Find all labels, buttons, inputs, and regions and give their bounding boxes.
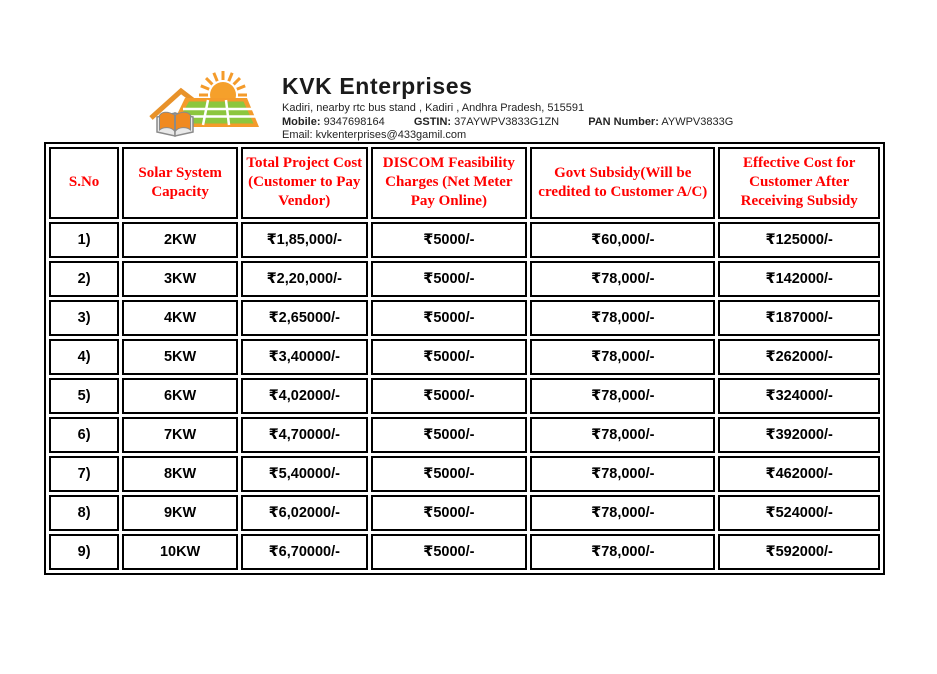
table-cell: ₹78,000/- <box>530 417 715 453</box>
table-row <box>49 222 880 258</box>
table-cell: ₹524000/- <box>718 495 880 531</box>
table-cell: ₹392000/- <box>718 417 880 453</box>
table-cell: 5KW <box>122 339 238 375</box>
table-cell: ₹5000/- <box>371 261 528 297</box>
table-cell: ₹78,000/- <box>530 495 715 531</box>
table-cell: 3) <box>49 300 119 336</box>
price-table <box>44 142 885 575</box>
company-name: KVK Enterprises <box>282 73 473 99</box>
table-cell: ₹78,000/- <box>530 300 715 336</box>
table-cell: ₹5000/- <box>371 222 528 258</box>
table-body <box>49 222 880 570</box>
table-cell: ₹5000/- <box>371 339 528 375</box>
table-cell: 6) <box>49 417 119 453</box>
table-row <box>49 417 880 453</box>
table-cell: ₹6,02000/- <box>241 495 367 531</box>
table-cell: ₹2,20,000/- <box>241 261 367 297</box>
table-cell: 4) <box>49 339 119 375</box>
company-meta-line <box>282 116 733 128</box>
table-cell: 5) <box>49 378 119 414</box>
table-cell: ₹462000/- <box>718 456 880 492</box>
gstin-value: 37AYWPV3833G1ZN <box>454 116 560 129</box>
table-row <box>49 339 880 375</box>
table-cell: 6KW <box>122 378 238 414</box>
table-cell: 7) <box>49 456 119 492</box>
table-row <box>49 300 880 336</box>
pan-value: AYWPV3833G <box>661 116 734 129</box>
table-cell: ₹78,000/- <box>530 378 715 414</box>
table-row <box>49 378 880 414</box>
email-label: Email: <box>282 129 313 142</box>
table-cell: ₹1,85,000/- <box>241 222 367 258</box>
table-cell: ₹324000/- <box>718 378 880 414</box>
table-cell: ₹78,000/- <box>530 456 715 492</box>
col-header-effective-cost: Effective Cost for Customer After Receiving Subsidy <box>718 147 880 219</box>
table-cell: 4KW <box>122 300 238 336</box>
table-cell: 2KW <box>122 222 238 258</box>
pan-field <box>588 116 733 128</box>
table-cell: 1) <box>49 222 119 258</box>
col-header-total-cost: Total Project Cost (Customer to Pay Vendor) <box>241 147 367 219</box>
table-cell: 8) <box>49 495 119 531</box>
table-cell: ₹2,65000/- <box>241 300 367 336</box>
table-cell: 7KW <box>122 417 238 453</box>
table-cell: ₹5000/- <box>371 456 528 492</box>
table-cell: 8KW <box>122 456 238 492</box>
table-cell: ₹125000/- <box>718 222 880 258</box>
table-cell: ₹142000/- <box>718 261 880 297</box>
table-header <box>49 147 880 219</box>
table-cell: ₹4,02000/- <box>241 378 367 414</box>
table-cell: 9KW <box>122 495 238 531</box>
table-cell: 2) <box>49 261 119 297</box>
letterhead <box>145 70 733 142</box>
table-cell: ₹5000/- <box>371 534 528 570</box>
table-cell: ₹592000/- <box>718 534 880 570</box>
col-header-sno: S.No <box>49 147 119 219</box>
table-row <box>49 534 880 570</box>
table-cell: ₹60,000/- <box>530 222 715 258</box>
table-cell: 10KW <box>122 534 238 570</box>
table-cell: ₹5000/- <box>371 300 528 336</box>
mobile-field <box>282 116 385 128</box>
col-header-govt-subsidy: Govt Subsidy(Will be credited to Customer A/C) <box>530 147 715 219</box>
table-cell: 9) <box>49 534 119 570</box>
table-cell: ₹3,40000/- <box>241 339 367 375</box>
table-cell: ₹187000/- <box>718 300 880 336</box>
table-cell: ₹4,70000/- <box>241 417 367 453</box>
mobile-value: 9347698164 <box>323 116 385 129</box>
table-row <box>49 456 880 492</box>
gstin-field <box>414 116 559 128</box>
col-header-capacity: Solar System Capacity <box>122 147 238 219</box>
table-cell: ₹6,70000/- <box>241 534 367 570</box>
table-row <box>49 261 880 297</box>
table-cell: ₹78,000/- <box>530 261 715 297</box>
company-address: Kadiri, nearby rtc bus stand , Kadiri , Andhra Pradesh, 515591 <box>282 102 585 115</box>
table-cell: ₹5000/- <box>371 495 528 531</box>
table-cell: ₹262000/- <box>718 339 880 375</box>
pan-label: PAN Number: <box>588 116 659 129</box>
table-cell: ₹5000/- <box>371 417 528 453</box>
company-logo <box>145 70 270 142</box>
table-cell: ₹78,000/- <box>530 339 715 375</box>
col-header-discom-charges: DISCOM Feasibility Charges (Net Meter Pay Online) <box>371 147 528 219</box>
table-row <box>49 495 880 531</box>
email-value: kvkenterprises@433gamil.com <box>315 129 467 142</box>
open-book-icon <box>157 112 193 136</box>
company-info <box>282 70 733 141</box>
table-cell: ₹5000/- <box>371 378 528 414</box>
mobile-label: Mobile: <box>282 116 321 129</box>
table-cell: 3KW <box>122 261 238 297</box>
table-cell: ₹5,40000/- <box>241 456 367 492</box>
gstin-label: GSTIN: <box>413 116 452 129</box>
email-field <box>282 129 733 141</box>
table-cell: ₹78,000/- <box>530 534 715 570</box>
table-header-row <box>49 147 880 219</box>
